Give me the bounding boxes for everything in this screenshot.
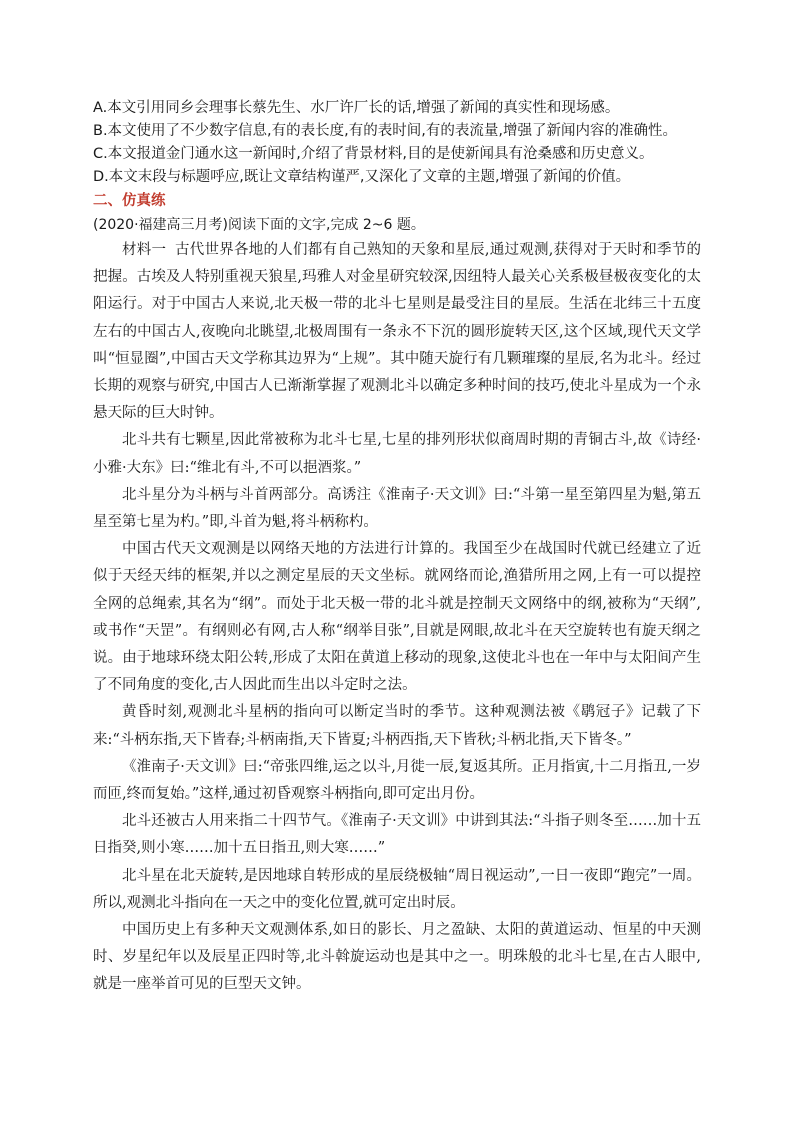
option-d: D.本文末段与标题呼应,既让文章结构谨严,又深化了文章的主题,增强了新闻的价值。 — [93, 169, 631, 185]
paragraph-text: 古代世界各地的人们都有自己熟知的天象和星辰,通过观测,获得对于天时和季节的把握。古埃及人特别重视天狼星,玛雅人对金星研究较深,因纽特人最关心关系极昼极夜变化的太阳运行。对于中国古人来说,北天极一带的北斗七星则是最受注目的星辰。生活在北纬三十五度左右的中国古人,夜晚向北眺望,北极周围有一条永不下沉的圆形旋转天区,这个区域,现代天文学叫“恒显圈”,中国古天文学称其边界为“上规”。其中随天旋行有几颗璀璨的星辰,名为北斗。经过长期的观察与研究,中国古人已渐渐掌握了观测北斗以确定多种时间的技巧,使北斗星成为一个永悬天际的巨大时钟。 — [93, 242, 702, 422]
passage-paragraph: 《淮南子·天文训》曰:“帝张四维,运之以斗,月徙一辰,复返其所。正月指寅,十二月指丑,一岁而匝,终而复始。”这样,通过初昏观察斗柄指向,即可定出月份。 — [93, 758, 701, 803]
option-b: B.本文使用了不少数字信息,有的表长度,有的表时间,有的表流量,增强了新闻内容的准确性。 — [93, 123, 677, 139]
option-c: C.本文报道金门通水这一新闻时,介绍了背景材料,目的是使新闻具有沧桑感和历史意义。 — [93, 146, 654, 162]
answer-options — [93, 97, 701, 189]
question-intro: (2020·福建高三月考)阅读下面的文字,完成 2~6 题。 — [93, 217, 425, 233]
reading-passage — [93, 237, 701, 999]
passage-paragraph: 北斗星在北天旋转,是因地球自转形成的星辰绕极轴“周日视运动”,一日一夜即“跑完”一周。所以,观测北斗指向在一天之中的变化位置,就可定出时辰。 — [93, 867, 701, 911]
passage-paragraph — [93, 237, 701, 427]
document-page — [93, 97, 701, 999]
section-heading: 二、仿真练 — [93, 193, 166, 209]
passage-paragraph: 北斗还被古人用来指二十四节气。《淮南子·天文训》中讲到其法:“斗指子则冬至……加十五日指癸,则小寒……加十五日指丑,则大寒……” — [93, 813, 701, 857]
passage-paragraph: 北斗共有七颗星,因此常被称为北斗七星,七星的排列形状似商周时期的青铜古斗,故《诗经·小雅·大东》曰:“维北有斗,不可以挹酒浆。” — [93, 432, 701, 476]
passage-paragraph: 中国古代天文观测是以网络天地的方法进行计算的。我国至少在战国时代就已经建立了近似于天经天纬的框架,并以之测定星辰的天文坐标。就网络而论,渔猎所用之网,上有一可以提控全网的总绳索,其名为“纲”。而处于北天极一带的北斗就是控制天文网络中的纲,被称为“天纲”,或书作“天罡”。有纲则必有网,古人称“纲举目张”,目就是网眼,故北斗在天空旋转也有旋天纲之说。由于地球环绕太阳公转,形成了太阳在黄道上移动的现象,这使北斗也在一年中与太阳间产生了不同角度的变化,古人因此而生出以斗定时之法。 — [93, 541, 701, 694]
passage-paragraph: 黄昏时刻,观测北斗星柄的指向可以断定当时的季节。这种观测法被《鹖冠子》记载了下来:“斗柄东指,天下皆春;斗柄南指,天下皆夏;斗柄西指,天下皆秋;斗柄北指,天下皆冬。” — [93, 704, 701, 748]
option-a: A.本文引用同乡会理事长蔡先生、水厂许厂长的话,增强了新闻的真实性和现场感。 — [93, 100, 620, 116]
passage-paragraph: 中国历史上有多种天文观测体系,如日的影长、月之盈缺、太阳的黄道运动、恒星的中天测时、岁星纪年以及辰星正四时等,北斗斡旋运动也是其中之一。明珠般的北斗七星,在古人眼中,就是一座举首可见的巨型天文钟。 — [93, 922, 701, 993]
passage-paragraph: 北斗星分为斗柄与斗首两部分。高诱注《淮南子·天文训》曰:“斗第一星至第四星为魁,第五星至第七星为杓。”即,斗首为魁,将斗柄称杓。 — [93, 486, 701, 531]
material-label: 材料一 — [122, 242, 167, 258]
